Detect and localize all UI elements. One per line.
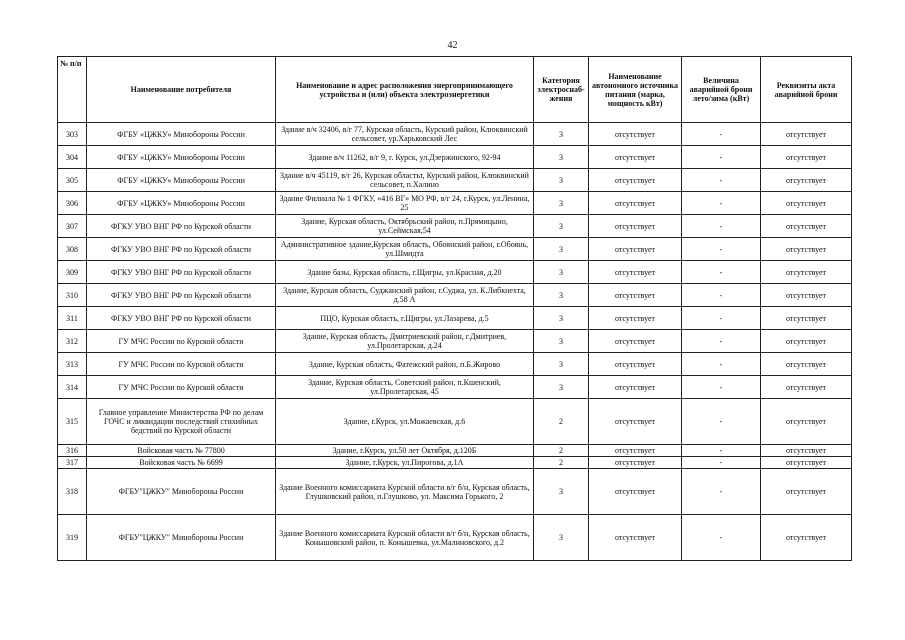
row-number: 304 bbox=[58, 146, 87, 169]
supply-category: 3 bbox=[534, 261, 589, 284]
supply-category: 3 bbox=[534, 192, 589, 215]
table-row bbox=[58, 284, 852, 307]
consumer-name: Главное управление Министерства РФ по делам ГОЧС и ликвидации последствий стихийных бедствий по Курской области bbox=[87, 399, 276, 445]
supply-category: 2 bbox=[534, 457, 589, 469]
reserve-act: отсутствует bbox=[761, 169, 852, 192]
object-address: Здание, Курская область, Октябрьский район, п.Прямицыно, ул.Сеймская,54 bbox=[276, 215, 534, 238]
consumer-name: ФГБУ"ЦЖКУ" Минобороны России bbox=[87, 469, 276, 515]
supply-category: 3 bbox=[534, 169, 589, 192]
header-consumer: Наименование потребителя bbox=[87, 57, 276, 123]
row-number: 309 bbox=[58, 261, 87, 284]
autonomous-source: отсутствует bbox=[589, 469, 682, 515]
object-address: Здание Филиала № 1 ФГКУ, «416 ВГ» МО РФ, в/г 24, г.Курск, ул.Ленина, 25 bbox=[276, 192, 534, 215]
row-number: 307 bbox=[58, 215, 87, 238]
table-row bbox=[58, 330, 852, 353]
table-header-row bbox=[58, 57, 852, 123]
consumers-table bbox=[57, 56, 852, 561]
table-row bbox=[58, 238, 852, 261]
object-address: Здание, г.Курск, ул.Пирогова, д.1А bbox=[276, 457, 534, 469]
autonomous-source: отсутствует bbox=[589, 307, 682, 330]
row-number: 314 bbox=[58, 376, 87, 399]
object-address: Административное здание,Курская область, Обоянский район, г.Обоянь, ул.Шмидта bbox=[276, 238, 534, 261]
consumer-name: ГУ МЧС России по Курской области bbox=[87, 330, 276, 353]
supply-category: 3 bbox=[534, 146, 589, 169]
supply-category: 3 bbox=[534, 215, 589, 238]
consumer-name: Войсковая часть № 77800 bbox=[87, 445, 276, 457]
autonomous-source: отсутствует bbox=[589, 330, 682, 353]
reserve-value: - bbox=[682, 457, 761, 469]
supply-category: 3 bbox=[534, 330, 589, 353]
autonomous-source: отсутствует bbox=[589, 238, 682, 261]
table-row bbox=[58, 123, 852, 146]
object-address: Здание базы, Курская область, г.Щигры, ул.Красная, д.20 bbox=[276, 261, 534, 284]
object-address: Здание в/ч 11262, в/г 9, г. Курск, ул.Дзержинского, 92-94 bbox=[276, 146, 534, 169]
supply-category: 3 bbox=[534, 469, 589, 515]
reserve-act: отсутствует bbox=[761, 353, 852, 376]
supply-category: 3 bbox=[534, 284, 589, 307]
autonomous-source: отсутствует bbox=[589, 445, 682, 457]
table-row bbox=[58, 445, 852, 457]
reserve-value: - bbox=[682, 353, 761, 376]
object-address: Здание, Курская область, Дмитриевский район, г.Дмитриев, ул.Пролетарская, д.24 bbox=[276, 330, 534, 353]
autonomous-source: отсутствует bbox=[589, 376, 682, 399]
supply-category: 3 bbox=[534, 123, 589, 146]
autonomous-source: отсутствует bbox=[589, 169, 682, 192]
table-row bbox=[58, 399, 852, 445]
reserve-value: - bbox=[682, 515, 761, 561]
reserve-value: - bbox=[682, 169, 761, 192]
table-row bbox=[58, 215, 852, 238]
table-row bbox=[58, 457, 852, 469]
supply-category: 3 bbox=[534, 353, 589, 376]
reserve-act: отсутствует bbox=[761, 330, 852, 353]
header-address: Наименование и адрес расположения энергопринимающего устройства и (или) объекта электроэнергетики bbox=[276, 57, 534, 123]
supply-category: 2 bbox=[534, 399, 589, 445]
consumer-name: ГУ МЧС России по Курской области bbox=[87, 376, 276, 399]
autonomous-source: отсутствует bbox=[589, 399, 682, 445]
reserve-act: отсутствует bbox=[761, 261, 852, 284]
reserve-value: - bbox=[682, 146, 761, 169]
reserve-act: отсутствует bbox=[761, 192, 852, 215]
reserve-act: отсутствует bbox=[761, 123, 852, 146]
header-power-source: Наименование автономного источника питания (марка, мощность кВт) bbox=[589, 57, 682, 123]
consumer-name: ФГБУ «ЦЖКУ» Минобороны России bbox=[87, 169, 276, 192]
row-number: 308 bbox=[58, 238, 87, 261]
object-address: Здание в/ч 32406, в/г 77, Курская область, Курский район, Клюквинский сельсовет, ур.Харьковский Лес bbox=[276, 123, 534, 146]
autonomous-source: отсутствует bbox=[589, 284, 682, 307]
consumer-name: ФГБУ «ЦЖКУ» Минобороны России bbox=[87, 192, 276, 215]
row-number: 312 bbox=[58, 330, 87, 353]
reserve-value: - bbox=[682, 215, 761, 238]
table-row bbox=[58, 515, 852, 561]
autonomous-source: отсутствует bbox=[589, 457, 682, 469]
reserve-value: - bbox=[682, 261, 761, 284]
reserve-act: отсутствует bbox=[761, 238, 852, 261]
row-number: 305 bbox=[58, 169, 87, 192]
page-number: 42 bbox=[447, 40, 458, 51]
object-address: Здание, Курская область, Фатежский район, п.Б.Жирово bbox=[276, 353, 534, 376]
reserve-act: отсутствует bbox=[761, 445, 852, 457]
table-row bbox=[58, 146, 852, 169]
consumer-name: ФГКУ УВО ВНГ РФ по Курской области bbox=[87, 307, 276, 330]
reserve-value: - bbox=[682, 469, 761, 515]
header-reserve: Величина аварийной брони лето/зима (кВт) bbox=[682, 57, 761, 123]
autonomous-source: отсутствует bbox=[589, 353, 682, 376]
reserve-value: - bbox=[682, 238, 761, 261]
object-address: Здание, Курская область, Советский район, п.Кшенский, ул.Пролетарская, 45 bbox=[276, 376, 534, 399]
row-number: 310 bbox=[58, 284, 87, 307]
reserve-value: - bbox=[682, 123, 761, 146]
supply-category: 3 bbox=[534, 307, 589, 330]
object-address: Здание, г.Курск, ул.50 лет Октября, д.120Б bbox=[276, 445, 534, 457]
table-row bbox=[58, 192, 852, 215]
object-address: Здание, г.Курск, ул.Можаевская, д.6 bbox=[276, 399, 534, 445]
consumer-name: ФГБУ"ЦЖКУ" Минобороны России bbox=[87, 515, 276, 561]
reserve-act: отсутствует bbox=[761, 215, 852, 238]
row-number: 319 bbox=[58, 515, 87, 561]
row-number: 317 bbox=[58, 457, 87, 469]
reserve-act: отсутствует bbox=[761, 399, 852, 445]
consumer-name: Войсковая часть № 6699 bbox=[87, 457, 276, 469]
consumer-name: ГУ МЧС России по Курской области bbox=[87, 353, 276, 376]
consumer-name: ФГКУ УВО ВНГ РФ по Курской области bbox=[87, 261, 276, 284]
row-number: 313 bbox=[58, 353, 87, 376]
reserve-value: - bbox=[682, 376, 761, 399]
row-number: 316 bbox=[58, 445, 87, 457]
table-row bbox=[58, 353, 852, 376]
header-number: № п/п bbox=[58, 57, 87, 123]
consumer-name: ФГКУ УВО ВНГ РФ по Курской области bbox=[87, 215, 276, 238]
autonomous-source: отсутствует bbox=[589, 261, 682, 284]
object-address: Здание в/ч 45119, в/г 26, Курская областьт, Курский район, Клюквинский сельсовет, п.Халино bbox=[276, 169, 534, 192]
table-row bbox=[58, 307, 852, 330]
header-category: Категория электроснаб-жения bbox=[534, 57, 589, 123]
reserve-value: - bbox=[682, 330, 761, 353]
table-row bbox=[58, 261, 852, 284]
reserve-value: - bbox=[682, 445, 761, 457]
header-act: Реквизиты акта аварийной брони bbox=[761, 57, 852, 123]
row-number: 306 bbox=[58, 192, 87, 215]
reserve-value: - bbox=[682, 399, 761, 445]
row-number: 311 bbox=[58, 307, 87, 330]
reserve-value: - bbox=[682, 192, 761, 215]
consumer-name: ФГБУ «ЦЖКУ» Минобороны России bbox=[87, 123, 276, 146]
table-row bbox=[58, 469, 852, 515]
consumer-name: ФГКУ УВО ВНГ РФ по Курской области bbox=[87, 284, 276, 307]
autonomous-source: отсутствует bbox=[589, 515, 682, 561]
consumer-name: ФГБУ «ЦЖКУ» Минобороны России bbox=[87, 146, 276, 169]
autonomous-source: отсутствует bbox=[589, 192, 682, 215]
supply-category: 2 bbox=[534, 445, 589, 457]
reserve-act: отсутствует bbox=[761, 307, 852, 330]
supply-category: 3 bbox=[534, 376, 589, 399]
row-number: 315 bbox=[58, 399, 87, 445]
object-address: Здание, Курская область, Суджанский район, г.Суджа, ул. К.Либкнехта, д.58 А bbox=[276, 284, 534, 307]
supply-category: 3 bbox=[534, 515, 589, 561]
reserve-act: отсутствует bbox=[761, 515, 852, 561]
reserve-act: отсутствует bbox=[761, 376, 852, 399]
autonomous-source: отсутствует bbox=[589, 215, 682, 238]
object-address: Здание Военного комиссариата Курской области в/г б/н, Курская область, Глушковский район, п.Глушково, ул. Максима Горького, 2 bbox=[276, 469, 534, 515]
reserve-value: - bbox=[682, 284, 761, 307]
autonomous-source: отсутствует bbox=[589, 146, 682, 169]
table-row bbox=[58, 376, 852, 399]
row-number: 318 bbox=[58, 469, 87, 515]
table-row bbox=[58, 169, 852, 192]
object-address: Здание Военного комиссариата Курской области в/г б/н, Курская область, Конышовский район, п. Конышевка, ул.Малиновского, д.2 bbox=[276, 515, 534, 561]
supply-category: 3 bbox=[534, 238, 589, 261]
object-address: ПЦО, Курская область, г.Щигры, ул.Лазарева, д.5 bbox=[276, 307, 534, 330]
consumer-name: ФГКУ УВО ВНГ РФ по Курской области bbox=[87, 238, 276, 261]
reserve-act: отсутствует bbox=[761, 469, 852, 515]
reserve-act: отсутствует bbox=[761, 457, 852, 469]
reserve-value: - bbox=[682, 307, 761, 330]
reserve-act: отсутствует bbox=[761, 146, 852, 169]
reserve-act: отсутствует bbox=[761, 284, 852, 307]
row-number: 303 bbox=[58, 123, 87, 146]
autonomous-source: отсутствует bbox=[589, 123, 682, 146]
